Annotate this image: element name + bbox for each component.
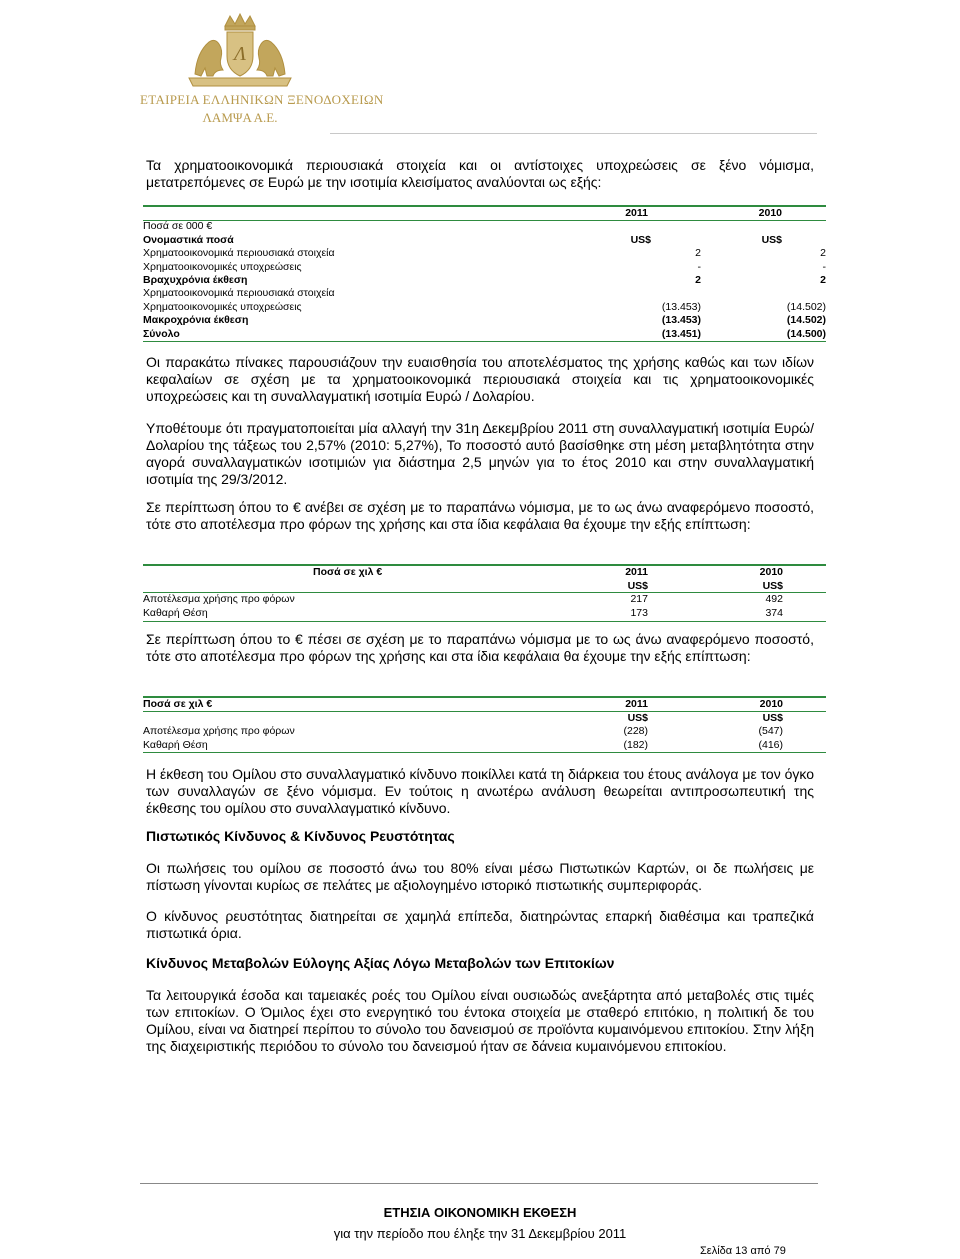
value-2011: 217 [630,593,648,606]
currency-2010: US$ [761,233,782,246]
value-2010: 374 [765,606,783,619]
sensitivity-paragraph: Οι παρακάτω πίνακες παρουσιάζουν την ευαισθησία του αποτελέσματος της χρήσης καθώς και των ιδίων κεφαλαίων σε σχέση με τα χρηματοοικονομικά περιουσιακά στοιχεία και τις χρηματοοικονομικές υποχρεώσεις και τη συναλλαγματική ισοτιμία Ευρώ / Δολαρίου. [146,354,814,404]
currency-2011: US$ [627,579,648,592]
exposure-table [143,207,826,341]
value-2011: (182) [623,738,648,751]
table-header-row [143,698,826,712]
value-2010: (14.502) [786,300,826,313]
value-2011: - [697,260,701,273]
row-label: Καθαρή Θέση [143,606,208,619]
table1-bottom-rule [143,341,826,342]
report-period: για την περίοδο που έληξε την 31 Δεκεμβρίου 2011 [333,1226,627,1241]
company-name: ΕΤΑΙΡΕΙΑ ΕΛΛΗΝΙΚΩΝ ΞΕΝΟΔΟΧΕΙΩΝ [140,92,384,107]
company-name-suffix: ΛΑΜΨΑ Α.Ε. [202,110,278,125]
value-2011: (228) [623,725,648,738]
value-2010: (14.500) [786,327,826,340]
value-2010: 2 [820,247,826,260]
currency-2011: US$ [627,711,648,724]
table-row [143,607,826,621]
row-label: Χρηματοοικονομικά περιουσιακά στοιχεία [143,287,335,300]
currency-row [143,712,826,726]
row-label: Χρηματοοικονομικές υποχρεώσεις [143,260,302,273]
value-2011: (13.453) [661,314,701,327]
footer-divider [140,1183,818,1184]
fall-table [143,698,826,752]
row-label: Χρηματοοικονομικά περιουσιακά στοιχεία [143,247,335,260]
year-2011-header: 2011 [625,698,648,710]
value-2010: 492 [765,593,783,606]
table-unit-row [143,220,826,233]
nominal-label: Ονομαστικά ποσά [143,233,234,246]
row-label: Βραχυχρόνια έκθεση [143,273,248,286]
table-row [143,725,826,739]
table-row [143,301,826,314]
intro-paragraph: Τα χρηματοοικονομικά περιουσιακά στοιχεία και οι αντίστοιχες υποχρεώσεις σε ξένο νόμισμα, μετατρεπόμενες σε Ευρώ με την ισοτιμία κλεισίματος αναλύονται ως εξής: [146,157,814,190]
currency-2010: US$ [762,579,783,592]
unit-label: Ποσά σε χιλ € [313,566,383,578]
page-number: Σελίδα 13 από 79 [700,1245,786,1257]
year-2010-header: 2010 [758,207,782,219]
value-2011: 2 [695,247,701,260]
table-row [143,328,826,341]
credit-risk-heading: Πιστωτικός Κίνδυνος & Κίνδυνος Ρευστότητας [146,828,455,844]
unit-label: Ποσά σε χιλ € [143,698,213,710]
table1-header-rule [143,220,826,221]
interest-rate-heading: Κίνδυνος Μεταβολών Εύλογης Αξίας Λόγω Μεταβολών των Επιτοκίων [146,955,615,971]
value-2010: (547) [758,725,783,738]
row-label: Χρηματοοικονομικές υποχρεώσεις [143,300,302,313]
interest-rate-paragraph: Τα λειτουργικά έσοδα και ταμειακές ροές του Ομίλου είναι ουσιωδώς ανεξάρτητα από μεταβολές στις τιμές των επιτοκίων. Ο Όμιλος έχει στο ενεργητικό του έντοκα στοιχεία με σταθερό επιτόκιο, η πολιτική δε του Ομίλου, είναι να διατηρεί περίπου το σύνολο του δανεισμού σε προϊόντα κυμαινόμενου επιτοκίου. Στην λήξη της διαχειριστικής περιόδου το σύνολο του δανεισμού ήταν σε δάνεια κυμαινόμενου επιτοκίου. [146,987,814,1054]
value-2010: (14.502) [786,314,826,327]
table-row [143,274,826,287]
crest-icon [175,12,305,90]
rise-paragraph: Σε περίπτωση όπου το € ανέβει σε σχέση με το παραπάνω νόμισμα, με το ως άνω αναφερόμενο ποσοστό, τότε στο αποτέλεσμα προ φόρων της χρήσης και στα ίδια κεφάλαια θα έχουμε την εξής επίπτωση: [146,499,814,532]
row-label: Αποτέλεσμα χρήσης προ φόρων [143,725,295,738]
table-row [143,261,826,274]
table-header-row [143,566,826,580]
table-row [143,314,826,327]
fall-paragraph: Σε περίπτωση όπου το € πέσει σε σχέση με το παραπάνω νόμισμα με το ως άνω αναφερόμενο ποσοστό, τότε στο αποτέλεσμα προ φόρων της χρήσης και στα ίδια κεφάλαια θα έχουμε την εξής επίπτωση: [146,631,814,664]
value-2011: 173 [630,606,648,619]
exposure-paragraph: Η έκθεση του Ομίλου στο συναλλαγματικό κίνδυνο ποικίλλει κατά τη διάρκεια του έτους ανάλογα με τον όγκο των συναλλαγών σε ξένο νόμισμα. Εν τούτοις η ανωτέρω ανάλυση θεωρείται αντιπροσωπευτική της έκθεσης του ομίλου στο συναλλαγματικό κίνδυνο. [146,766,814,816]
svg-text:Λ: Λ [233,43,247,65]
row-label: Σύνολο [143,327,180,340]
credit-paragraph-2: Ο κίνδυνος ρευστότητας διατηρείται σε χαμηλά επίπεδα, διατηρώντας επαρκή διαθέσιμα και τραπεζικά πιστωτικά όρια. [146,908,814,941]
report-title: ΕΤΗΣΙΑ ΟΙΚΟΝΟΜΙΚΗ ΕΚΘΕΣΗ [383,1205,577,1220]
row-label: Αποτέλεσμα χρήσης προ φόρων [143,593,295,606]
unit-label: Ποσά σε 000 € [143,220,213,233]
fall-table-header-rule [143,711,826,712]
currency-2010: US$ [762,711,783,724]
credit-paragraph-1: Οι πωλήσεις του ομίλου σε ποσοστό άνω του 80% είναι μέσω Πιστωτικών Καρτών, οι δε πωλήσεις με πίστωση γίνονται κυρίως σε πελάτες με αξιολογημένο ιστορικό πιστωτικής συμπεριφοράς. [146,860,814,893]
value-2011: (13.453) [661,300,701,313]
rise-table-bottom-rule [143,621,826,622]
year-2011-header: 2011 [625,566,648,578]
year-2011-header: 2011 [625,207,648,219]
table-row [143,593,826,607]
currency-2011: US$ [630,233,651,246]
table-row [143,287,826,300]
row-label: Μακροχρόνια έκθεση [143,314,249,327]
table-header-row [143,207,826,220]
fall-table-bottom-rule [143,752,826,753]
rise-table [143,566,826,620]
company-logo [140,12,384,126]
value-2011: 2 [695,273,701,286]
value-2010: 2 [820,273,826,286]
table-row [143,739,826,753]
value-2011: (13.451) [661,327,701,340]
header-divider [330,133,817,134]
nominal-row [143,234,826,247]
value-2010: (416) [758,738,783,751]
value-2010: - [822,260,826,273]
rise-table-header-rule [143,592,826,593]
year-2010-header: 2010 [759,698,783,710]
year-2010-header: 2010 [759,566,783,578]
assumption-paragraph: Υποθέτουμε ότι πραγματοποιείται μία αλλαγή την 31η Δεκεμβρίου 2011 στη συναλλαγματική ισοτιμία Ευρώ/Δολαρίου της τάξεως του 2,57% (2010: 5,27%), Το ποσοστό αυτό βασίσθηκε στη μέση μεταβλητότητα στην αγορά συναλλαγματικών ισοτιμιών για διάστημα 2,5 μηνών για το έτος 2010 και στην συναλλαγματική ισοτιμία της 29/3/2012. [146,420,814,487]
table-row [143,247,826,260]
row-label: Καθαρή Θέση [143,738,208,751]
